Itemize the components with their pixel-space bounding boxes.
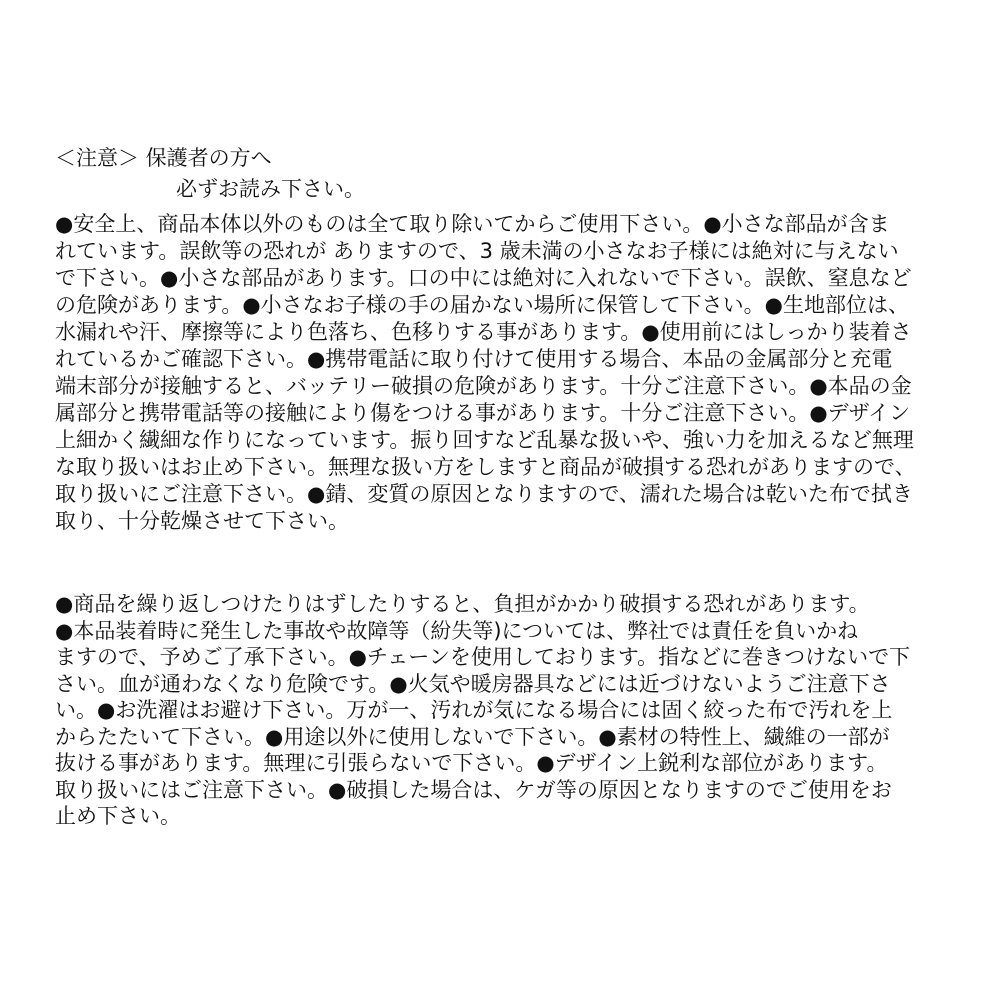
paragraph-line: さい。血が通わなくなり危険です。●火気や暖房器具などには近づけないようご注意下さ xyxy=(55,671,891,696)
paragraph-line: れているかご確認下さい。●携帯電話に取り付けて使用する場合、本品の金属部分と充電 xyxy=(55,347,893,371)
paragraph-line: の危険があります。●小さなお子様の手の届かない場所に保管して下さい。●生地部位は、 xyxy=(55,293,909,317)
paragraph-line: れています。誤飲等の恐れが ありますので、3 歳未満の小さなお子様には絶対に与えない xyxy=(55,239,899,263)
paragraph-line: 上細かく繊細な作りになっています。振り回すなど乱暴な扱いや、強い力を加えるなど無理 xyxy=(55,428,914,452)
paragraph-line: 取り扱いにはご注意下さい。●破損した場合は、ケガ等の原因となりますのでご使用をお xyxy=(55,777,892,802)
paragraph-line: ●本品装着時に発生した事故や故障等（紛失等)については、弊社では責任を負いかね xyxy=(55,618,859,643)
paragraph-line: い。●お洗濯はお避け下さい。万が一、汚れが気になる場合には固く絞った布で汚れを上 xyxy=(55,698,893,722)
paragraph-line: 端末部分が接触すると、バッテリー破損の危険があります。十分ご注意下さい。●本品の金 xyxy=(55,374,912,398)
notice-heading: ＜注意＞ 保護者の方へ xyxy=(55,146,272,170)
paragraph-line: 抜ける事があります。無理に引張らないで下さい。●デザイン上鋭利な部位があります。 xyxy=(55,751,888,775)
notice-subheading: 必ずお読み下さい。 xyxy=(176,177,365,201)
paragraph-line: 取り、十分乾燥させて下さい。 xyxy=(55,509,349,533)
caution-paragraph-2 xyxy=(55,591,955,830)
paragraph-line: 属部分と携帯電話等の接触により傷をつける事があります。十分ご注意下さい。●デザイン xyxy=(55,401,911,425)
paragraph-line: 取り扱いにご注意下さい。●錆、変質の原因となりますので、濡れた場合は乾いた布で拭き xyxy=(55,482,913,506)
paragraph-line: 水漏れや汗、摩擦等により色落ち、色移りする事があります。●使用前にはしっかり装着さ xyxy=(55,320,912,344)
paragraph-line: な取り扱いはお止め下さい。無理な扱い方をしますと商品が破損する恐れがありますので、 xyxy=(55,455,916,479)
paragraph-line: ●安全上、商品本体以外のものは全て取り除いてからご使用下さい。●小さな部品が含ま xyxy=(55,212,890,236)
caution-paragraph-1 xyxy=(55,211,955,535)
paragraph-line: 止め下さい。 xyxy=(55,804,181,828)
paragraph-line: ますので、予めご了承下さい。●チェーンを使用しております。指などに巻きつけないで下 xyxy=(55,645,911,669)
paragraph-line: からたたいて下さい。●用途以外に使用しないで下さい。●素材の特性上、繊維の一部が xyxy=(55,724,890,749)
paragraph-line: ●商品を繰り返しつけたりはずしたりすると、負担がかかり破損する恐れがあります。 xyxy=(55,592,870,616)
paragraph-line: で下さい。●小さな部品があります。口の中には絶対に入れないで下さい。誤飲、窒息など xyxy=(55,266,912,290)
